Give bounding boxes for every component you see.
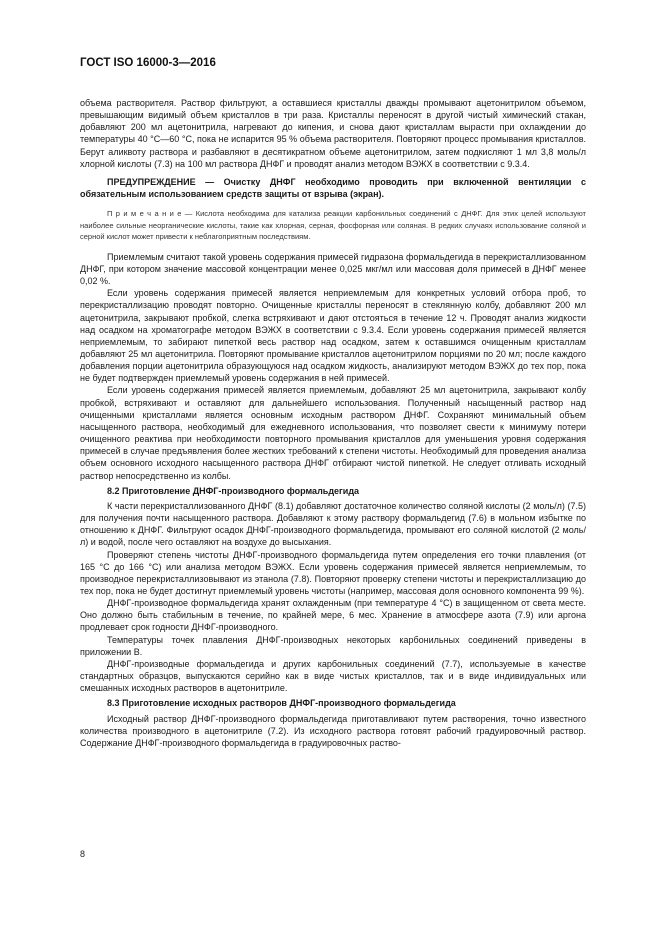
paragraph: К части перекристаллизованного ДНФГ (8.1) добавляют достаточное количество соляной кислоты (2 моль/л) (7.5) для получения почти насыщенного раствора. Добавляют к этому раствору формальдегид (7.6) в мольном избытке по отношению к ДНФГ. Фильтруют осадок ДНФГ-производного формальдегида, промывают его соляной кислотой (2 моль/л) и водой, после чего оставляют на воздухе до высыхания. [80,500,586,548]
paragraph: Температуры точек плавления ДНФГ-производных некоторых карбонильных соединений приведены в приложении В. [80,634,586,657]
page-number: 8 [80,849,86,859]
paragraph: ДНФГ-производные формальдегида и других карбонильных соединений (7.7), используемые в качестве стандартных образцов, выпускаются серийно как в виде чистых кристаллов, так и в виде индивидуальных или смешанных исходных растворов в ацетонитриле. [80,658,586,694]
paragraph: объема растворителя. Раствор фильтруют, а оставшиеся кристаллы дважды промывают ацетонитрилом объемом, превышающим видимый объем кристаллов в три раза. Кристаллы переносят в другой чистый химический стакан, добавляют 200 мл ацетонитрила, нагревают до кипения, и снова дают кристаллам вырасти при охлаждении до температуры 40 °С—60 °С, пока не испарится 95 % объема растворителя. Повторяют процесс промывания кристаллов. Берут аликвоту раствора и разбавляют в десятикратном объеме ацетонитрилом, затем подкисляют 1 мл 3,8 моль/л хлорной кислоты (7.3) на 100 мл раствора ДНФГ и проводят анализ методом ВЭЖХ в соответствии с 9.3.4. [80,98,586,169]
warning-paragraph: ПРЕДУПРЕЖДЕНИЕ — Очистку ДНФГ необходимо проводить при включенной вентиляции с обязательным использованием средств защиты от взрыва (экран). [80,176,586,200]
section-heading-8-2: 8.2 Приготовление ДНФГ-производного формальдегида [107,485,360,496]
paragraph: ДНФГ-производное формальдегида хранят охлажденным (при температуре 4 °С) в защищенном от света месте. Оно должно быть стабильным в течение, по крайней мере, 6 мес. Хранение в атмосфере азота (7.9) или аргона продлевает срок годности ДНФГ-производного. [80,598,586,633]
document-body [80,97,586,749]
note-paragraph: П р и м е ч а н и е — Кислота необходима для катализа реакции карбонильных соединений с ДНФГ. Для этих целей используют наиболее сильные неорганические кислоты, такие как хлорная, серная, фосфорная или соляная. В редких случаях использование соляной и серной кислот может привести к неблагоприятным последствиям. [80,209,586,242]
section-heading-8-3: 8.3 Приготовление исходных растворов ДНФГ-производного формальдегида [107,698,456,709]
paragraph: Исходный раствор ДНФГ-производного формальдегида приготавливают путем растворения, точно известного количества производного в ацетонитриле (7.2). Из исходного раствора готовят рабочий градуировочный раствор. Содержание ДНФГ-производного формальдегида в градуировочных раство- [80,713,586,748]
paragraph: Если уровень содержания примесей является приемлемым, добавляют 25 мл ацетонитрила, закрывают колбу пробкой, встряхивают и оставляют для дальнейшего использования. Полученный насыщенный раствор над очищенными кристаллами является основным исходным раствором ДНФГ. Сохраняют минимальный объем насыщенного раствора, необходимый для ежедневного использования, что позволяет свести к минимуму потери очищенного реактива при необходимости повторного промывания кристаллов для уменьшения уровня содержания примесей в случае предъявления более жестких требований к степени чистоты. Необходимый для проведения анализа объем основного исходного насыщенного раствора ДНФГ отбирают чистой пипеткой. Не следует отливать исходный раствор непосредственно из колбы. [80,385,586,481]
page-header: ГОСТ ISO 16000-3—2016 [80,57,216,69]
paragraph: Приемлемым считают такой уровень содержания примесей гидразона формальдегида в перекристаллизованном ДНФГ, при котором значение массовой концентрации менее 0,025 мкг/мл или массовая доля примесей в ДНФГ менее 0,02 %. [80,251,586,287]
paragraph: Если уровень содержания примесей является неприемлемым для конкретных условий отбора проб, то перекристаллизацию проводят повторно. Очищенные кристаллы переносят в стеклянную колбу, добавляют 200 мл ацетонитрила, закрывают пробкой, слегка встряхивают и дают отстояться в течение 12 ч. Проводят анализ жидкости над осадком на хроматографе методом ВЭЖХ в соответствии с 9.3.4. Если уровень содержания примесей является неприемлемым, то забирают пипеткой весь раствор над осадком, затем к оставшимся очищенным кристаллам добавляют 25 мл ацетонитрила. Повторяют промывание кристаллов ацетонитрилом порциями по 20 мл; после каждого добавления порции ацетонитрила образующуюся над осадком жидкость, анализируют методом ВЭЖХ до тех пор, пока не будет подтвержден приемлемый уровень содержания в ней примесей. [80,288,586,384]
paragraph: Проверяют степень чистоты ДНФГ-производного формальдегида путем определения его точки плавления (от 165 °С до 166 °С) или анализа методом ВЭЖХ. Если уровень содержания примесей является неприемлемым, то производное перекристаллизовывают из этанола (7.8). Повторяют проверку степени чистоты и перекристаллизацию до тех пор, пока не будет достигнут приемлемый уровень чистоты (например, массовая доля основного компонента 99 %). [80,549,586,596]
